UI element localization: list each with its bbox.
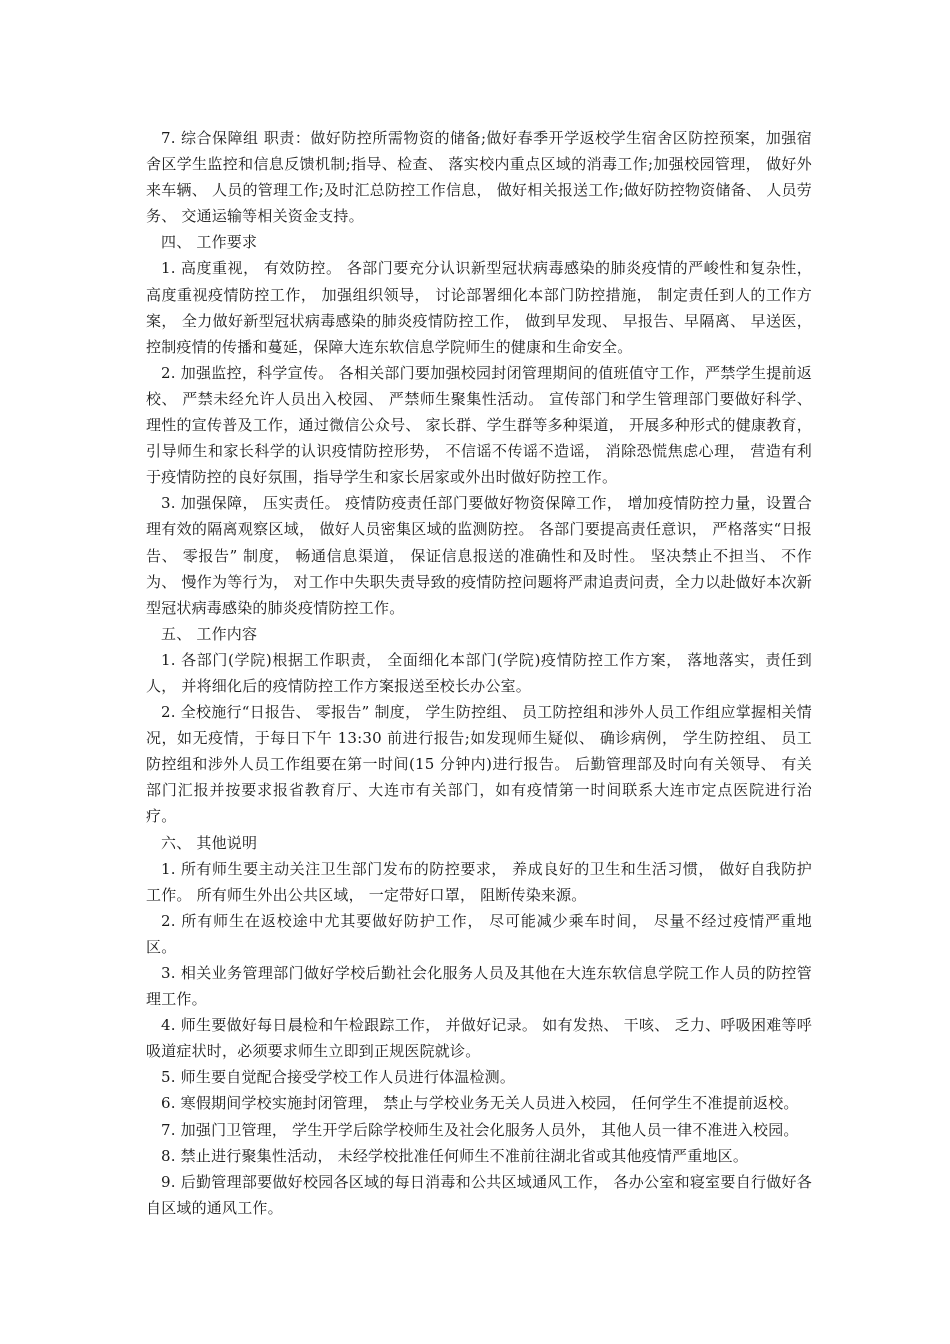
paragraph-requirement-3: 3. 加强保障， 压实责任。 疫情防疫责任部门要做好物资保障工作， 增加疫情防控力量，设置合理有效的隔离观察区域， 做好人员密集区域的监测防控。 各部门要提高责任意识， 严格落实“日报告、 零报告” 制度， 畅通信息渠道， 保证信息报送的准确性和及时性。 坚决禁止不担当、 不作为、 慢作为等行为， 对工作中失职失责导致的疫情防控问题将严肃追责问责，全力以赴做好本次新型冠状病毒感染的肺炎疫情防控工作。 [146, 494, 812, 617]
paragraph-support-group: 7. 综合保障组 职责：做好防控所需物资的储备;做好春季开学返校学生宿舍区防控预案，加强宿舍区学生监控和信息反馈机制;指导、检查、 落实校内重点区域的消毒工作;加强校园管理， 做好外来车辆、 人员的管理工作;及时汇总防控工作信息， 做好相关报送工作;做好防控物资储备、 人员劳务、 交通运输等相关资金支持。 [146, 129, 812, 226]
paragraph-requirement-2: 2. 加强监控，科学宣传。 各相关部门要加强校园封闭管理期间的值班值守工作，严禁学生提前返校、 严禁未经允许人员出入校园、 严禁师生聚集性活动。 宣传部门和学生管理部门要做好科学、 理性的宣传普及工作，通过微信公众号、 家长群、学生群等多种渠道， 开展多种形式的健康教育， 引导师生和家长科学的认识疫情防控形势， 不信谣不传谣不造谣， 消除恐慌焦虑心理， 营造有利于疫情防控的良好氛围，指导学生和家长居家或外出时做好防控工作。 [146, 363, 812, 487]
paragraph-note-3: 3. 相关业务管理部门做好学校后勤社会化服务人员及其他在大连东软信息学院工作人员的防控管理工作。 [146, 964, 812, 1009]
paragraph-note-5: 5. 师生要自觉配合接受学校工作人员进行体温检测。 [161, 1068, 516, 1087]
paragraph-note-4: 4. 师生要做好每日晨检和午检跟踪工作， 并做好记录。 如有发热、 干咳、 乏力、呼吸困难等呼吸道症状时，必须要求师生立即到正规医院就诊。 [146, 1016, 812, 1061]
paragraph-note-6: 6. 寒假期间学校实施封闭管理， 禁止与学校业务无关人员进入校园， 任何学生不准提前返校。 [161, 1094, 799, 1113]
paragraph-note-1: 1. 所有师生要主动关注卫生部门发布的防控要求， 养成良好的卫生和生活习惯， 做好自我防护工作。 所有师生外出公共区域， 一定带好口罩， 阻断传染来源。 [146, 859, 812, 904]
paragraph-requirement-1: 1. 高度重视， 有效防控。 各部门要充分认识新型冠状病毒感染的肺炎疫情的严峻性和复杂性， 高度重视疫情防控工作， 加强组织领导， 讨论部署细化本部门防控措施， 制定责任到人的工作方案， 全力做好新型冠状病毒感染的肺炎疫情防控工作， 做到早发现、 早报告、早隔离、 早送医， 控制疫情的传播和蔓延，保障大连东软信息学院师生的健康和生命安全。 [146, 259, 812, 356]
paragraph-note-2: 2. 所有师生在返校途中尤其要做好防护工作， 尽可能减少乘车时间， 尽量不经过疫情严重地区。 [146, 911, 812, 956]
paragraph-content-2: 2. 全校施行“日报告、 零报告” 制度， 学生防控组、 员工防控组和涉外人员工作组应掌握相关情况，如无疫情，于每日下午 13:30 前进行报告;如发现师生疑似、 确诊病例， 学生防控组、 员工防控组和涉外人员工作组要在第一时间(15 分钟内)进行报告。 后勤管理部及时向有关领导、 有关部门汇报并按要求报省教育厅、大连市有关部门，如有疫情第一时间联系大连市定点医院进行治疗。 [146, 703, 812, 826]
document-body [146, 125, 812, 1221]
section-heading-other-notes: 六、 其他说明 [161, 833, 258, 852]
section-heading-work-content: 五、 工作内容 [161, 624, 258, 643]
paragraph-note-7: 7. 加强门卫管理， 学生开学后除学校师生及社会化服务人员外， 其他人员一律不准进入校园。 [161, 1120, 799, 1139]
paragraph-note-8: 8. 禁止进行聚集性活动， 未经学校批准任何师生不准前往湖北省或其他疫情严重地区。 [161, 1146, 749, 1165]
section-heading-work-requirements: 四、 工作要求 [161, 233, 258, 252]
paragraph-note-9: 9. 后勤管理部要做好校园各区域的每日消毒和公共区域通风工作， 各办公室和寝室要自行做好各自区域的通风工作。 [146, 1172, 812, 1217]
paragraph-content-1: 1. 各部门(学院)根据工作职责， 全面细化本部门(学院)疫情防控工作方案， 落地落实，责任到人， 并将细化后的疫情防控工作方案报送至校长办公室。 [146, 650, 812, 695]
